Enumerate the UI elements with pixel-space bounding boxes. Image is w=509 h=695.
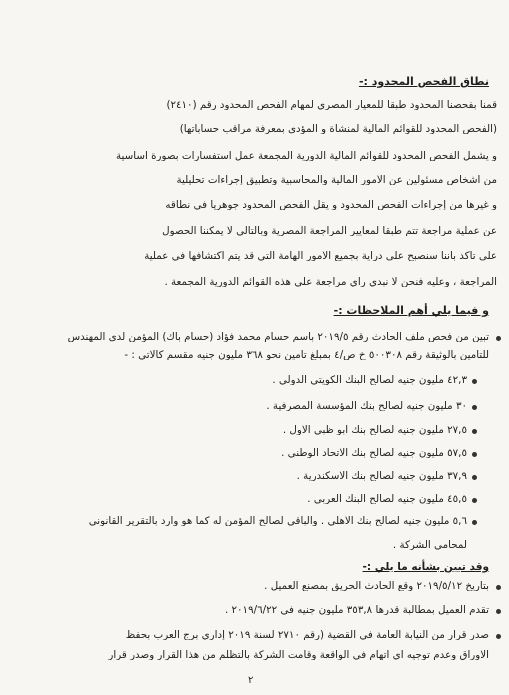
scope-line: قمنا بفحصنا المحدود طبقا للمعيار المصري لمهام الفحص المحدود رقم (٢٤١٠) bbox=[166, 100, 497, 111]
scope-line: و يشمل الفحص المحدود للقوائم المالية الدورية المجمعة عمل استفسارات بصورة أساسية bbox=[116, 151, 497, 162]
scope-line: عن عملية مراجعة تتم طبقا لمعايير المراجعة المصرية وبالتالي لا يمكننا الحصول bbox=[162, 226, 497, 237]
scope-line: المراجعة ، وعليه فنحن لا نبدي رأي مراجعة علي هذه القوائم الدورية المجمعة . bbox=[164, 277, 497, 288]
findings-item: بتاريخ ٢٠١٩/٥/١٢ وقع الحادث الحريق بمصنع العميل . bbox=[264, 581, 489, 592]
bullet-icon bbox=[472, 452, 477, 457]
notes-item: ٥,٦ مليون جنيه لصالح بنك الاهلي . والباقي لصالح المؤمن له كما هو وارد بالتقرير القانوني bbox=[88, 516, 467, 527]
bullet-icon bbox=[472, 475, 477, 480]
notes-item: ٣٠ مليون جنيه لصالح بنك المؤسسة المصرفية . bbox=[266, 401, 467, 412]
bullet-icon bbox=[472, 498, 477, 503]
notes-item: ٣٧,٩ مليون جنيه لصالح بنك الاسكندرية . bbox=[296, 471, 467, 482]
findings-item: صدر قرار من النيابة العامة في القضية (رقم ٢٧١٠ لسنة ٢٠١٩ إداري برج العرب بحفظ bbox=[125, 630, 489, 641]
bullet-icon bbox=[496, 634, 501, 639]
notes-intro-line: تبين من فحص ملف الحادث رقم ٢٠١٩/٥ باسم حسام محمد فؤاد (حسام باك) المؤمن لدى المهندس bbox=[67, 332, 489, 343]
notes-heading: و فيما يلي أهم الملاحظات :- bbox=[333, 304, 489, 317]
scope-line: (الفحص المحدود للقوائم المالية لمنشأة و المؤدى بمعرفة مراقب حساباتها) bbox=[179, 124, 497, 135]
notes-item: ٤٥,٥ مليون جنيه لصالح البنك العربي . bbox=[307, 494, 467, 505]
bullet-icon bbox=[496, 609, 501, 614]
page-number: ٢ bbox=[248, 675, 254, 686]
bullet-icon bbox=[496, 585, 501, 590]
notes-item: ٢٧,٥ مليون جنيه لصالح بنك ابو ظبي الاول . bbox=[282, 425, 467, 436]
notes-item: ٥٧,٥ مليون جنيه لصالح بنك الاتحاد الوطني . bbox=[281, 448, 467, 459]
bullet-icon bbox=[472, 405, 477, 410]
findings-item: تقدم العميل بمطالبة قدرها ٣٥٣,٨ مليون جنيه في ٢٠١٩/٦/٢٢ . bbox=[224, 605, 489, 616]
scope-line: و غيرها من إجراءات الفحص المحدود و يقل الفحص المحدود جوهريا في نطاقه bbox=[165, 200, 497, 211]
bullet-icon bbox=[472, 520, 477, 525]
findings-heading: وقد تبين بشأنه ما يلي :- bbox=[362, 561, 489, 573]
notes-intro-line: للتأمين بالوثيقة رقم ٥٠٠٣٠٨ خ ص/٤ بمبلغ تأمين نحو ٣٦٨ مليون جنيه مقسم كالاتي : - bbox=[124, 350, 489, 361]
bullet-icon bbox=[472, 379, 477, 384]
bullet-icon bbox=[496, 336, 501, 341]
bullet-icon bbox=[472, 429, 477, 434]
notes-item-tail: لمحامي الشركة . bbox=[392, 540, 467, 551]
scope-line: على تأكد بأننا سنصبح على دراية بجميع الأمور الهامة التي قد يتم اكتشافها في عملية bbox=[144, 251, 497, 262]
notes-item: ٤٢,٣ مليون جنيه لصالح البنك الكويتي الدولي . bbox=[272, 375, 467, 386]
findings-tail: الاوراق وعدم توجيه أي اتهام في الواقعة وقامت الشركة بالتظلم من هذا القرار وصدر قرار bbox=[108, 650, 489, 661]
scope-heading: نطاق الفحص المحدود :- bbox=[358, 75, 489, 88]
scope-line: من أشخاص مسئولين عن الأمور المالية والمحاسبية وتطبيق إجراءات تحليلية bbox=[176, 175, 497, 186]
